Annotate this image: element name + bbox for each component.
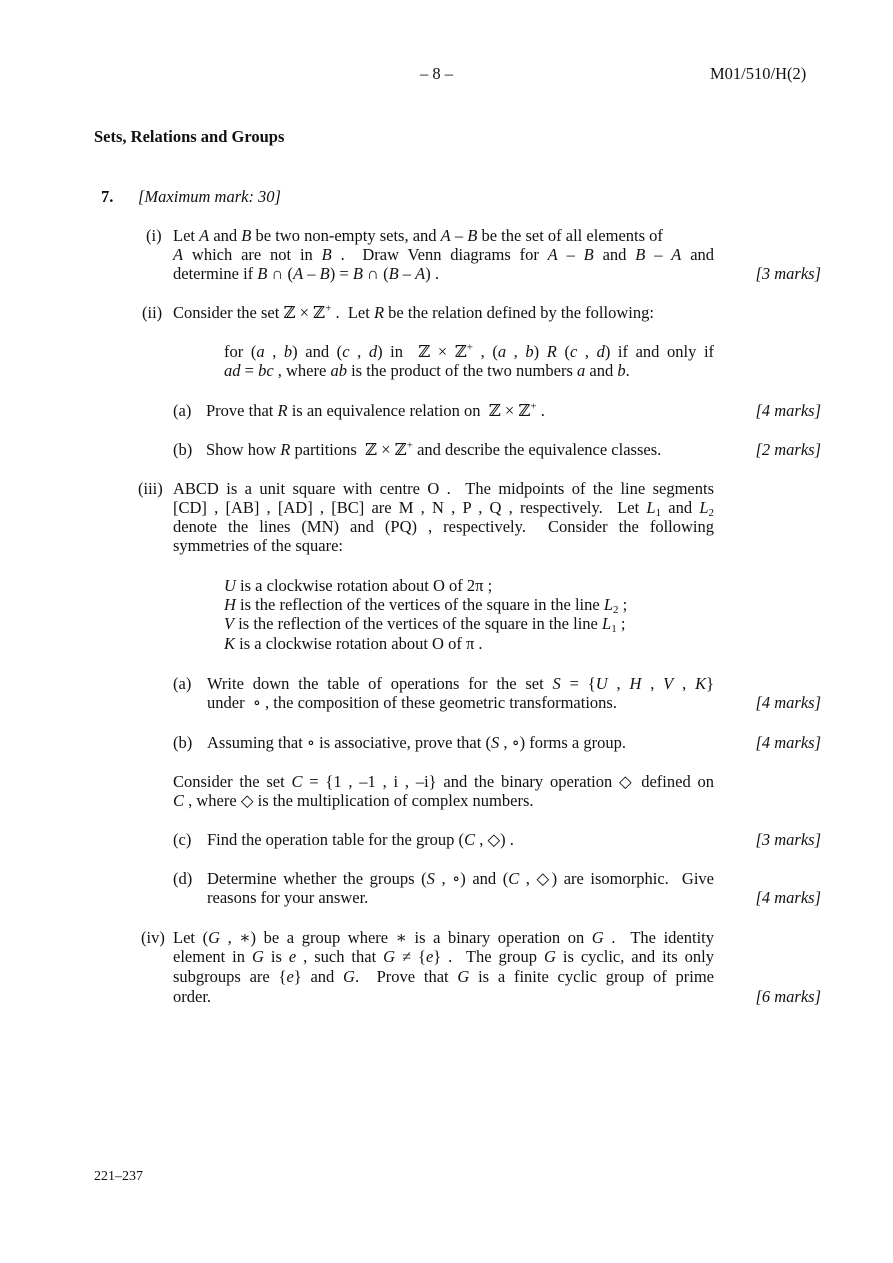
part-iii-a-line2: under ∘ , the composition of these geometric transformations. (207, 693, 617, 712)
page-number: – 8 – (420, 64, 453, 83)
part-iii-d-line2: reasons for your answer. (207, 888, 369, 907)
symmetry-u: U is a clockwise rotation about O of 2π ; (224, 576, 493, 595)
marks-part-ii-b: [2 marks] (755, 440, 821, 459)
part-ii-def-line2: ad = bc , where ab is the product of the two numbers a and b. (224, 361, 630, 380)
part-ii-def-line1: for (a , b) and (c , d) in ℤ × ℤ+ , (a , b) R (c , d) if and only if (224, 341, 715, 361)
part-iv-line1: Let (G , ∗) be a group where ∗ is a binary operation on G . The identity (173, 928, 714, 947)
part-iv-line2: element in G is e , such that G ≠ {e} . The group G is cyclic, and its only (173, 947, 714, 966)
document-code: M01/510/H(2) (710, 64, 807, 83)
marks-part-i: [3 marks] (755, 264, 821, 283)
marks-part-ii-a: [4 marks] (755, 401, 821, 420)
part-iii-label: (iii) (138, 479, 163, 498)
part-ii-b-label: (b) (173, 440, 193, 459)
part-i-line1: Let A and B be two non-empty sets, and A – B be the set of all elements of (173, 226, 663, 245)
part-ii-line1: Consider the set ℤ × ℤ+ . Let R be the relation defined by the following: (173, 302, 654, 322)
part-i-label: (i) (146, 226, 162, 245)
marks-part-iii-a: [4 marks] (755, 693, 821, 712)
part-iii-a-label: (a) (173, 674, 192, 693)
marks-part-iii-c: [3 marks] (755, 830, 821, 849)
part-iii-line3: denote the lines (MN) and (PQ) , respectively. Consider the following (173, 517, 714, 536)
part-ii-a-text: Prove that R is an equivalence relation on ℤ × ℤ+ . (206, 400, 545, 420)
symmetry-k: K is a clockwise rotation about O of π . (224, 634, 483, 653)
part-iii-line4: symmetries of the square: (173, 536, 343, 555)
max-mark: [Maximum mark: 30] (138, 187, 281, 206)
part-iv-line4: order. (173, 987, 212, 1006)
question-number: 7. (101, 187, 114, 206)
part-ii-b-text: Show how R partitions ℤ × ℤ+ and describe the equivalence classes. (206, 439, 662, 459)
section-title: Sets, Relations and Groups (94, 127, 285, 146)
part-iii-d-line1: Determine whether the groups (S , ∘) and (C , ◇) are isomorphic. Give (207, 869, 715, 888)
part-iii-line1: ABCD is a unit square with centre O . The midpoints of the line segments (173, 479, 714, 498)
part-iii-c-intro-line2: C , where ◇ is the multiplication of complex numbers. (173, 791, 534, 810)
part-iii-c-text: Find the operation table for the group (C , ◇) . (207, 830, 514, 849)
symmetry-h: H is the reflection of the vertices of the square in the line $L_2$ ; (224, 595, 628, 616)
part-iv-label: (iv) (141, 928, 165, 947)
part-ii-a-label: (a) (173, 401, 192, 420)
marks-part-iv: [6 marks] (755, 987, 821, 1006)
part-iii-c-label: (c) (173, 830, 192, 849)
marks-part-iii-d: [4 marks] (755, 888, 821, 907)
part-i-line2: A which are not in B . Draw Venn diagrams for A – B and B – A and (173, 245, 715, 264)
part-i-line3: determine if B ∩ (A – B) = B ∩ (B – A) . (173, 264, 440, 283)
part-ii-label: (ii) (142, 303, 163, 322)
part-iii-b-label: (b) (173, 733, 193, 752)
marks-part-iii-b: [4 marks] (755, 733, 821, 752)
part-iii-d-label: (d) (173, 869, 193, 888)
symmetry-v: V is the reflection of the vertices of the square in the line $L_1$ ; (224, 614, 626, 635)
part-iii-a-line1: Write down the table of operations for the set S = {U , H , V , K} (207, 674, 715, 693)
part-iii-line2: [CD] , [AB] , [AD] , [BC] are M , N , P , Q , respectively. Let $L_1$ and $L_2$ (173, 498, 714, 519)
part-iii-c-intro-line1: Consider the set C = {1 , –1 , i , –i} and the binary operation ◇ defined on (173, 772, 715, 791)
footer-code: 221–237 (94, 1169, 143, 1184)
part-iv-line3: subgroups are {e} and G. Prove that G is a finite cyclic group of prime (173, 967, 714, 986)
part-iii-b-text: Assuming that ∘ is associative, prove that (S , ∘) forms a group. (207, 733, 626, 752)
